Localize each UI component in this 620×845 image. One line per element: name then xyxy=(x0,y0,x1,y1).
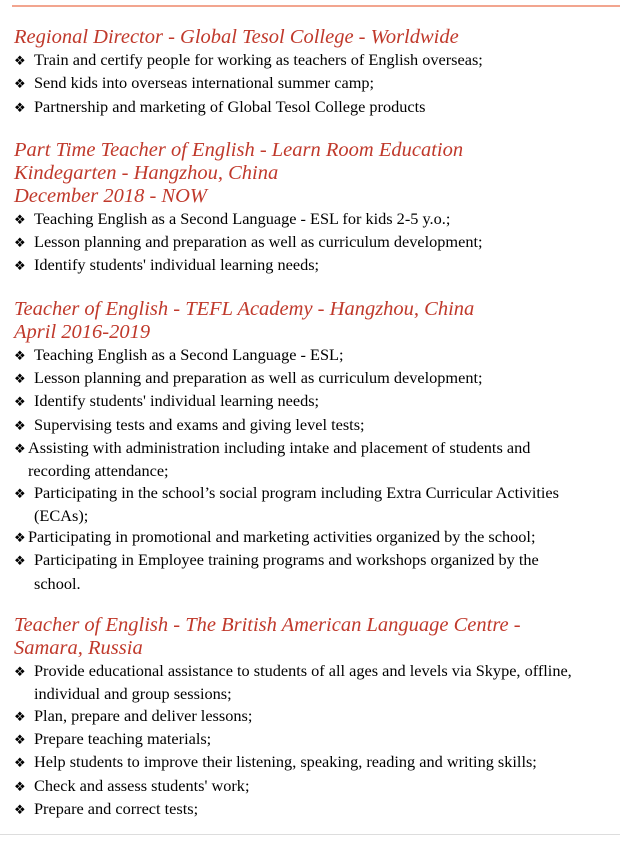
diamond-bullet-icon: ❖ xyxy=(14,531,26,547)
duty-item: ❖ Provide educational assistance to students of all ages and levels via Skype, offline, individual and group sessions; xyxy=(14,661,572,704)
experience-section xyxy=(14,26,574,841)
duty-item: ❖ Assisting with administration including intake and placement of students and recording attendance; xyxy=(14,437,531,481)
diamond-bullet-icon: ❖ xyxy=(14,732,26,748)
diamond-bullet-icon: ❖ xyxy=(14,372,26,388)
duty-list xyxy=(14,208,574,278)
diamond-bullet-icon: ❖ xyxy=(14,54,26,69)
duty-item: ❖ Plan, prepare and deliver lessons; xyxy=(14,705,574,728)
duty-item: ❖ Supervising tests and exams and giving level tests; xyxy=(14,414,574,437)
duty-item: ❖ Identify students' individual learning needs; xyxy=(14,254,574,277)
duty-item: ❖ Partnership and marketing of Global Tesol College products xyxy=(14,96,574,119)
job-title xyxy=(14,26,574,49)
job-title-line: Teacher of English - TEFL Academy - Hangzhou, China xyxy=(14,297,475,320)
job-title-line: Part Time Teacher of English - Learn Room Education xyxy=(14,138,464,161)
bottom-divider xyxy=(0,834,620,835)
job-title xyxy=(14,614,574,660)
duty-item: ❖ Identify students' individual learning needs; xyxy=(14,390,574,413)
job-entry xyxy=(14,614,574,821)
duty-list xyxy=(14,344,574,594)
job-title-line: Teacher of English - The British American Language Centre - xyxy=(14,614,521,637)
duty-item: ❖ Help students to improve their listening, speaking, reading and writing skills; xyxy=(14,751,574,774)
diamond-bullet-icon: ❖ xyxy=(14,486,26,502)
diamond-bullet-icon: ❖ xyxy=(14,418,26,434)
diamond-bullet-icon: ❖ xyxy=(14,441,26,457)
diamond-bullet-icon: ❖ xyxy=(14,259,26,275)
duty-item: ❖ Teaching English as a Second Language - ESL for kids 2-5 y.o.; xyxy=(14,208,574,231)
duty-item: ❖ Participating in Employee training programs and workshops organized by the school. xyxy=(14,550,539,593)
duty-list xyxy=(14,660,574,821)
duty-item: ❖ Participating in the school’s social program including Extra Curricular Activities (ECAs); xyxy=(14,482,559,525)
diamond-bullet-icon: ❖ xyxy=(14,709,26,725)
job-title-line: Samara, Russia xyxy=(14,637,143,660)
diamond-bullet-icon: ❖ xyxy=(14,802,26,818)
diamond-bullet-icon: ❖ xyxy=(14,348,26,364)
duty-item: ❖ Train and certify people for working as teachers of English overseas; xyxy=(14,49,574,72)
diamond-bullet-icon: ❖ xyxy=(14,100,26,116)
duty-item: ❖ Participating in promotional and marketing activities organized by the school; xyxy=(14,526,574,549)
diamond-bullet-icon: ❖ xyxy=(14,395,26,411)
duty-item: ❖ Lesson planning and preparation as well as curriculum development; xyxy=(14,367,574,390)
duty-item: ❖ Send kids into overseas international summer camp; xyxy=(14,72,574,95)
duty-item: ❖ Prepare teaching materials; xyxy=(14,728,574,751)
job-title-line: Kindegarten - Hangzhou, China xyxy=(14,161,279,184)
diamond-bullet-icon: ❖ xyxy=(14,756,26,772)
duty-item: ❖ Teaching English as a Second Language - ESL; xyxy=(14,344,574,367)
duty-list xyxy=(14,49,574,119)
diamond-bullet-icon: ❖ xyxy=(14,779,26,795)
duty-item: ❖ Prepare and correct tests; xyxy=(14,798,574,821)
job-entry xyxy=(14,139,574,278)
diamond-bullet-icon: ❖ xyxy=(14,236,26,252)
diamond-bullet-icon: ❖ xyxy=(14,77,26,93)
job-dates: April 2016-2019 xyxy=(14,320,151,343)
diamond-bullet-icon: ❖ xyxy=(14,665,26,681)
top-divider xyxy=(12,5,620,7)
job-title-line: Regional Director - Global Tesol College - Worldwide xyxy=(14,26,459,48)
job-entry xyxy=(14,26,574,119)
job-dates: December 2018 - NOW xyxy=(14,184,207,207)
job-title xyxy=(14,298,574,344)
diamond-bullet-icon: ❖ xyxy=(14,554,26,570)
duty-item: ❖ Lesson planning and preparation as well as curriculum development; xyxy=(14,231,574,254)
job-title xyxy=(14,139,574,208)
duty-item: ❖ Check and assess students' work; xyxy=(14,775,574,798)
diamond-bullet-icon: ❖ xyxy=(14,212,26,228)
job-entry xyxy=(14,298,574,594)
